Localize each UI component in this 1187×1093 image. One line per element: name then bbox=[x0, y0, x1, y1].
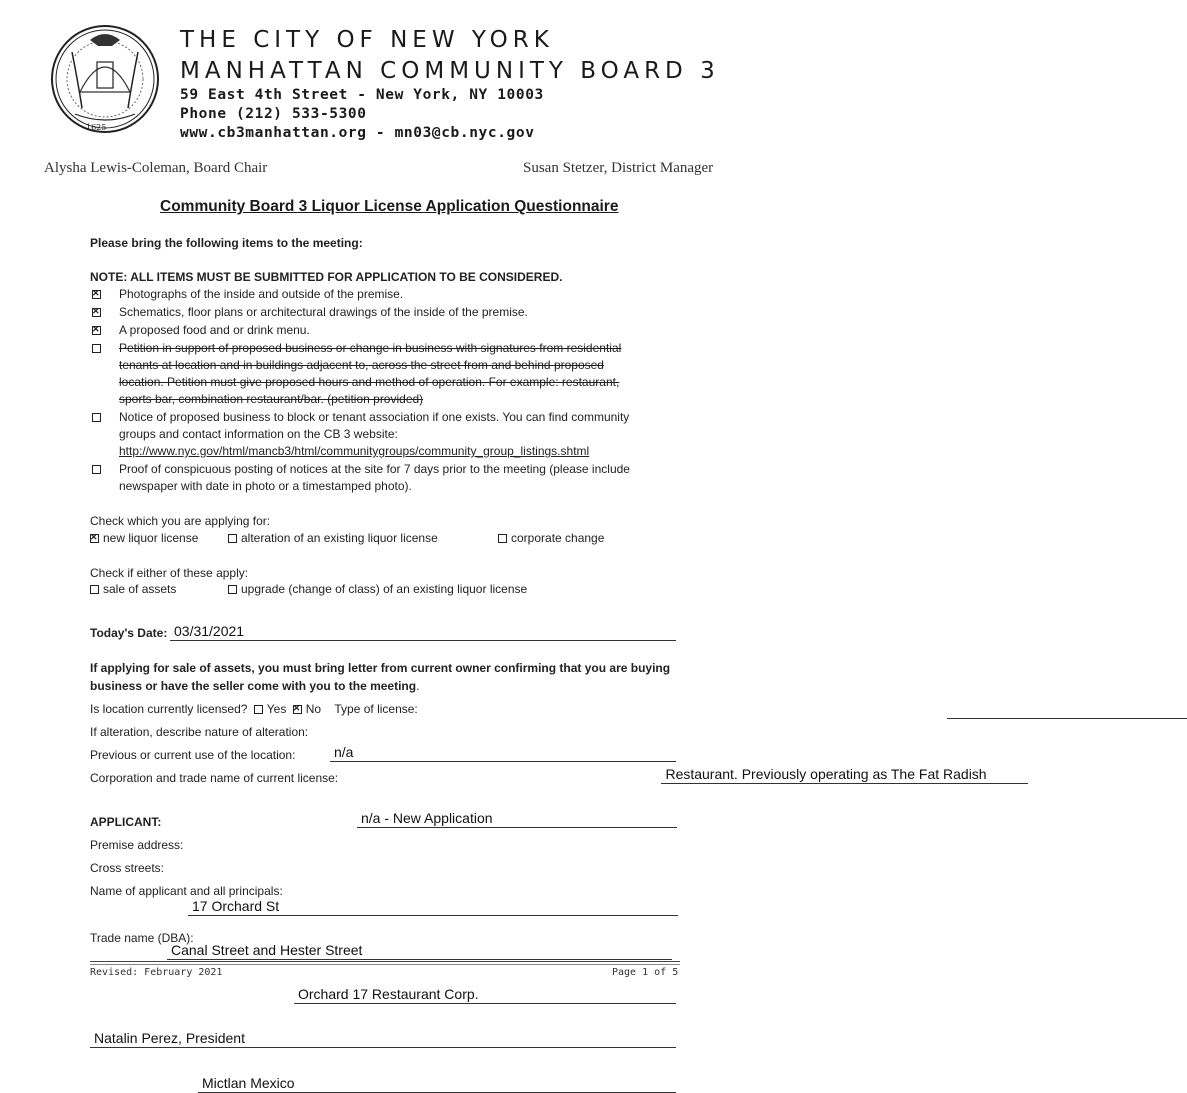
note-text: NOTE: ALL ITEMS MUST BE SUBMITTED FOR APPLICATION TO BE CONSIDERED. bbox=[90, 270, 563, 284]
applying-for-label: Check which you are applying for: bbox=[90, 514, 271, 528]
previous-use-value: Restaurant. Previously operating as The Fat Radish bbox=[665, 766, 987, 782]
checklist-item-text: groups and contact information on the CB 3 website: bbox=[119, 427, 398, 441]
checklist-item-text: A proposed food and or drink menu. bbox=[119, 323, 310, 337]
checkbox-licensed-yes[interactable] bbox=[254, 705, 263, 714]
previous-use-field[interactable] bbox=[661, 763, 1028, 784]
date-label: Today's Date: bbox=[90, 626, 168, 640]
board-web: www.cb3manhattan.org - mn03@cb.nyc.gov bbox=[180, 125, 535, 141]
checklist-checkbox[interactable] bbox=[92, 326, 101, 335]
option-sale-of-assets[interactable]: sale of assets bbox=[90, 582, 176, 596]
dba-label: Trade name (DBA): bbox=[90, 931, 194, 945]
either-apply-label: Check if either of these apply: bbox=[90, 566, 249, 580]
cross-streets-label: Cross streets: bbox=[90, 861, 165, 875]
checklist-checkbox[interactable] bbox=[92, 413, 101, 422]
page-title: Community Board 3 Liquor License Application Questionnaire bbox=[160, 198, 619, 215]
alteration-label: If alteration, describe nature of alteration: bbox=[90, 725, 309, 739]
alteration-field[interactable] bbox=[330, 741, 676, 762]
premise-label: Premise address: bbox=[90, 838, 184, 852]
checklist-item-text: Schematics, floor plans or architectural drawings of the inside of the premise. bbox=[119, 305, 528, 319]
board-chair: Alysha Lewis-Coleman, Board Chair bbox=[44, 160, 268, 176]
checkbox-new-liquor-license[interactable] bbox=[90, 534, 99, 543]
checkbox-alteration[interactable] bbox=[228, 534, 237, 543]
checkbox-upgrade[interactable] bbox=[228, 585, 237, 594]
previous-use-label: Previous or current use of the location: bbox=[90, 748, 296, 762]
licensed-question: Is location currently licensed? Yes ✕ No Type of license: bbox=[90, 702, 418, 716]
checklist-checkbox[interactable] bbox=[92, 308, 101, 317]
date-field[interactable] bbox=[170, 620, 676, 641]
cross-streets-field[interactable] bbox=[167, 939, 672, 960]
corp-name-field[interactable] bbox=[357, 807, 677, 828]
checklist-item-text: Notice of proposed business to block or tenant association if one exists. You can find community bbox=[119, 410, 630, 424]
option-new-liquor-license[interactable]: ✕new liquor license bbox=[90, 531, 198, 545]
checkbox-corporate-change[interactable] bbox=[498, 534, 507, 543]
checklist-item-text: tenants at location and in buildings adjacent to, across the street from and behind proposed bbox=[119, 358, 604, 372]
checklist-checkbox[interactable] bbox=[92, 465, 101, 474]
board-address: 59 East 4th Street - New York, NY 10003 bbox=[180, 87, 544, 103]
checklist-item-text: Petition in support of proposed business or change in business with signatures from residential bbox=[119, 341, 622, 355]
dba-field[interactable] bbox=[198, 1072, 676, 1093]
checklist-checkbox[interactable] bbox=[92, 344, 101, 353]
principals-value-2: Natalin Perez, President bbox=[94, 1030, 245, 1046]
seal-year: 1625 bbox=[86, 123, 107, 132]
corp-name-value: n/a - New Application bbox=[361, 810, 493, 826]
alteration-value: n/a bbox=[334, 744, 354, 760]
checklist-item-text: newspaper with date in photo or a timestamped photo). bbox=[119, 479, 412, 493]
footer-divider-thin bbox=[90, 964, 680, 965]
option-alteration[interactable]: alteration of an existing liquor license bbox=[228, 531, 438, 545]
checkbox-licensed-no[interactable] bbox=[293, 705, 302, 714]
option-corporate-change[interactable]: corporate change bbox=[498, 531, 604, 545]
page-number: Page 1 of 5 bbox=[612, 967, 679, 978]
checklist-item-text: location. Petition must give proposed hours and method of operation. For example: restaurant, bbox=[119, 375, 620, 389]
title-city: THE CITY OF NEW YORK bbox=[180, 27, 554, 53]
premise-field[interactable] bbox=[188, 895, 678, 916]
revised-date: Revised: February 2021 bbox=[90, 967, 223, 978]
sale-note: If applying for sale of assets, you must bring letter from current owner confirming that you are buying bbox=[90, 661, 671, 675]
checklist-item-text: Photographs of the inside and outside of the premise. bbox=[119, 287, 404, 301]
principals-label: Name of applicant and all principals: bbox=[90, 884, 283, 898]
principals-value: Orchard 17 Restaurant Corp. bbox=[298, 986, 479, 1002]
district-manager: Susan Stetzer, District Manager bbox=[523, 160, 714, 176]
principals-field[interactable] bbox=[294, 983, 676, 1004]
option-upgrade[interactable]: upgrade (change of class) of an existing liquor license bbox=[228, 582, 527, 596]
license-type-field[interactable] bbox=[947, 700, 1187, 719]
principals-field-2[interactable] bbox=[90, 1027, 676, 1048]
sale-note-line2: business or have the seller come with you to the meeting. bbox=[90, 679, 420, 693]
city-seal-icon bbox=[50, 22, 160, 140]
cross-streets-value: Canal Street and Hester Street bbox=[171, 942, 363, 958]
premise-value: 17 Orchard St bbox=[192, 898, 280, 914]
date-value: 03/31/2021 bbox=[174, 623, 245, 639]
applicant-heading: APPLICANT: bbox=[90, 815, 162, 829]
checklist-item-text: sports bar, combination restaurant/bar. (petition provided) bbox=[119, 392, 424, 406]
footer-divider bbox=[90, 961, 680, 962]
bring-items-text: Please bring the following items to the meeting: bbox=[90, 236, 363, 250]
board-phone: Phone (212) 533-5300 bbox=[180, 106, 367, 122]
checkbox-sale-of-assets[interactable] bbox=[90, 585, 99, 594]
checklist-item-text: Proof of conspicuous posting of notices at the site for 7 days prior to the meeting (please include bbox=[119, 462, 630, 476]
title-board: MANHATTAN COMMUNITY BOARD 3 bbox=[180, 58, 720, 84]
dba-value: Mictlan Mexico bbox=[202, 1075, 295, 1091]
community-groups-link[interactable]: http://www.nyc.gov/html/mancb3/html/communitygroups/community_group_listings.shtml bbox=[119, 444, 590, 458]
checklist-checkbox[interactable] bbox=[92, 290, 101, 299]
corp-name-label: Corporation and trade name of current license: bbox=[90, 771, 339, 785]
